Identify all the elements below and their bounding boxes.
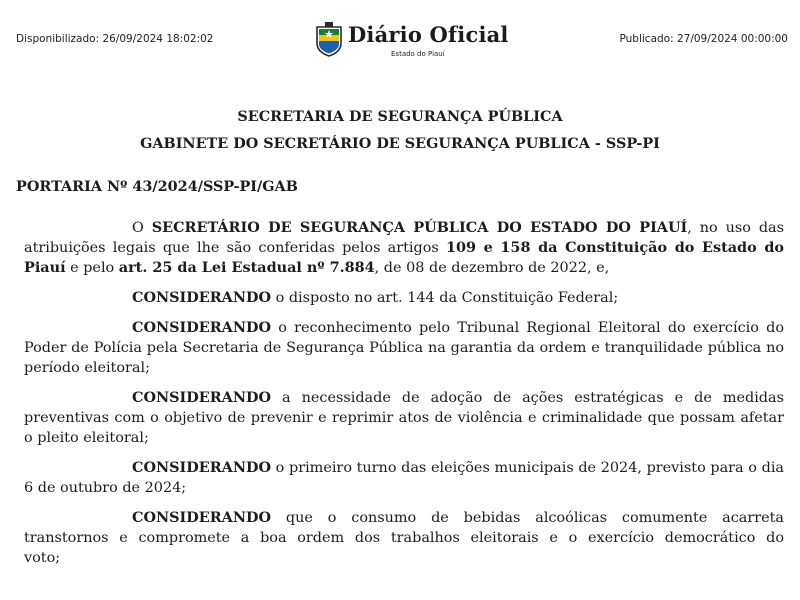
page-header [0, 0, 800, 80]
logo-title: Diário Oficial [348, 22, 509, 47]
considerando-paragraph [24, 388, 784, 448]
logo-subtitle: Estado do Piauí [391, 50, 445, 58]
considerando-label: CONSIDERANDO [132, 319, 272, 336]
portaria-number: PORTARIA Nº 43/2024/SSP-PI/GAB [16, 178, 298, 195]
considerando-paragraph [24, 508, 784, 568]
cabinet-title: GABINETE DO SECRETÁRIO DE SEGURANÇA PUBLICA - SSP-PI [140, 135, 660, 152]
considerando-paragraph [24, 288, 784, 308]
considerando-text: o disposto no art. 144 da Constituição Federal; [271, 290, 619, 306]
considerando-label: CONSIDERANDO [132, 509, 272, 526]
intro-text-2: , no uso das atribuições legais que lhe são conferidas pelos artigos [24, 220, 785, 256]
availability-date: Disponibilizado: 26/09/2024 18:02:02 [16, 33, 214, 45]
considerando-text: que o consumo de bebidas alcoólicas comumente acarreta transtornos e compromete a boa ordem dos trabalhos eleitorais e o exercício democrático do voto; [24, 510, 784, 566]
considerando-label: CONSIDERANDO [132, 459, 272, 476]
publication-date: Publicado: 27/09/2024 00:00:00 [619, 33, 788, 45]
intro-text-3: e pelo [65, 260, 119, 276]
state-law-article: art. 25 da Lei Estadual nº 7.884 [118, 259, 375, 276]
constitution-articles: 109 e 158 da Constituição do Estado do Piauí [24, 239, 784, 276]
diario-oficial-logo [314, 21, 509, 61]
intro-text-1: O [132, 220, 152, 236]
state-crest-icon [314, 21, 344, 57]
considerando-text: o primeiro turno das eleições municipais de 2024, previsto para o dia 6 de outubro de 2024; [24, 460, 784, 496]
considerando-paragraph [24, 318, 784, 378]
intro-paragraph [24, 218, 784, 278]
considerando-text: o reconhecimento pelo Tribunal Regional Eleitoral do exercício do Poder de Polícia pela Secretaria de Segurança Pública na garantia da ordem e tranquilidade pública no período eleitoral; [24, 320, 784, 376]
considerando-paragraph [24, 458, 784, 498]
considerando-label: CONSIDERANDO [132, 389, 272, 406]
considerando-label: CONSIDERANDO [132, 289, 272, 306]
secretariat-title: SECRETARIA DE SEGURANÇA PÚBLICA [237, 108, 563, 125]
document-paragraphs [24, 218, 784, 578]
secretary-title: SECRETÁRIO DE SEGURANÇA PÚBLICA DO ESTADO DO PIAUÍ [151, 219, 688, 236]
considerando-text: a necessidade de adoção de ações estratégicas e de medidas preventivas com o objetivo de prevenir e reprimir atos de violência e criminalidade que possam afetar o pleito eleitoral; [24, 390, 784, 446]
intro-text-4: , de 08 de dezembro de 2022, e, [374, 260, 610, 276]
